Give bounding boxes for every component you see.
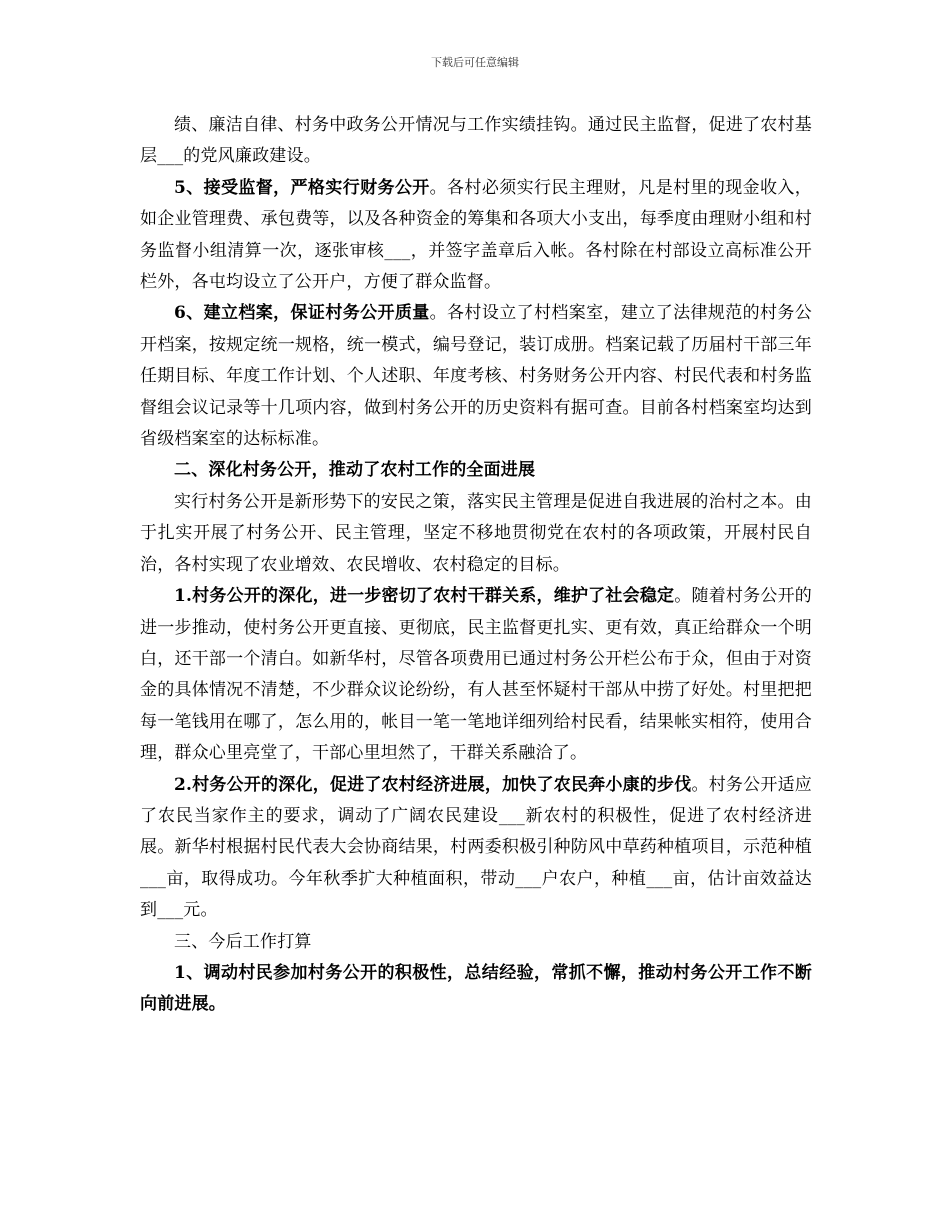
paragraph-relations	[140, 581, 812, 769]
paragraph-text: 。村务公开适应了农民当家作主的要求，调动了广阔农民建设___新农村的积极性，促进了农村经济进展。新华村根据村民代表大会协商结果，村两委积极引种防风中草药种植项目，示范种植___亩，取得成功。今年秋季扩大种植面积，带动___户农户，种植___亩，估计亩效益达到___元。	[140, 774, 812, 921]
paragraph-continuation	[140, 110, 812, 173]
paragraph-lead: 6、建立档案，保证村务公开质量	[174, 303, 430, 324]
page-header: 下载后可任意编辑	[431, 56, 519, 69]
paragraph-finance-disclosure	[140, 173, 812, 299]
paragraph-future-plan	[140, 958, 812, 1021]
paragraph-lead: 5、接受监督，严格实行财务公开	[174, 177, 430, 198]
section-heading-2	[140, 455, 812, 486]
paragraph-text: 绩、廉洁自律、村务中政务公开情况与工作实绩挂钩。通过民主监督，促进了农村基层___的党风廉政建设。	[140, 115, 812, 167]
paragraph-text: 。各村必须实行民主理财，凡是村里的现金收入，如企业管理费、承包费等，以及各种资金的筹集和各项大小支出，每季度由理财小组和村务监督小组清算一次，逐张审核___，并签字盖章后入帐。各村除在村部设立高标准公开栏外，各屯均设立了公开户，方便了群众监督。	[140, 177, 813, 293]
paragraph-lead: 1、调动村民参加村务公开的积极性，总结经验，常抓不懈，推动村务公开工作不断向前进展。	[140, 962, 812, 1015]
paragraph-archives	[140, 298, 812, 455]
paragraph-lead: 2.村务公开的深化，促进了农村经济进展，加快了农民奔小康的步伐	[174, 774, 692, 795]
section-heading: 三、今后工作打算	[174, 931, 312, 952]
paragraph-lead: 1.村务公开的深化，进一步密切了农村干群关系，维护了社会稳定	[174, 586, 675, 607]
section-heading: 二、深化村务公开，推动了农村工作的全面进展	[174, 460, 536, 481]
section-heading-3	[140, 927, 812, 958]
document-body	[140, 110, 812, 1021]
paragraph-economy	[140, 770, 812, 927]
paragraph-intro	[140, 487, 812, 581]
paragraph-text: 。随着村务公开的进一步推动，使村务公开更直接、更彻底，民主监督更扎实、更有效，真正给群众一个明白，还干部一个清白。如新华村，尽管各项费用已通过村务公开栏公布于众，但由于对资金的具体情况不清楚，不少群众议论纷纷，有人甚至怀疑村干部从中捞了好处。村里把把每一笔钱用在哪了，怎么用的，帐目一笔一笔地详细列给村民看，结果帐实相符，使用合理，群众心里亮堂了，干部心里坦然了，干群关系融洽了。	[140, 586, 812, 764]
paragraph-text: 。各村设立了村档案室，建立了法律规范的村务公开档案，按规定统一规格，统一模式，编号登记，装订成册。档案记载了历届村干部三年任期目标、年度工作计划、个人述职、年度考核、村务财务公开内容、村民代表和村务监督组会议记录等十几项内容，做到村务公开的历史资料有据可查。目前各村档案室均达到省级档案室的达标标准。	[140, 303, 813, 450]
paragraph-text: 实行村务公开是新形势下的安民之策，落实民主管理是促进自我进展的治村之本。由于扎实开展了村务公开、民主管理，坚定不移地贯彻党在农村的各项政策，开展村民自治，各村实现了农业增效、农民增收、农村稳定的目标。	[140, 491, 812, 575]
